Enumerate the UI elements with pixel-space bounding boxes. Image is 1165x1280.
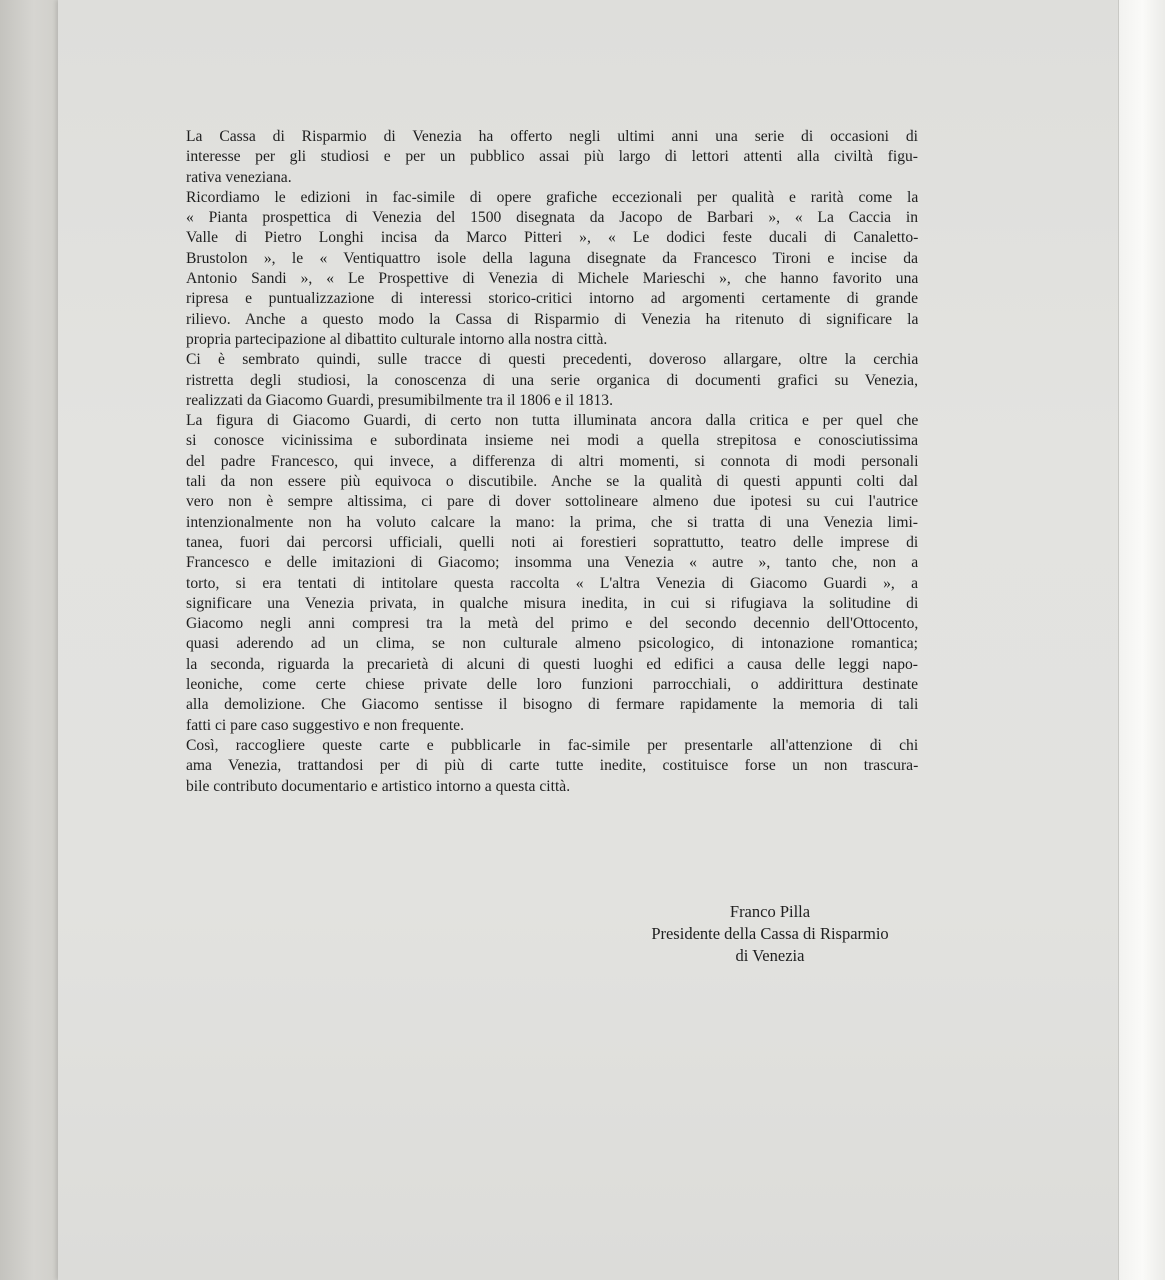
text-line: intenzionalmente non ha voluto calcare la mano: la prima, che si tratta di una Venezia limi-	[186, 513, 918, 531]
text-line: interesse per gli studiosi e per un pubblico assai più largo di lettori attenti alla civiltà figu-	[186, 148, 918, 166]
text-line: ristretta degli studiosi, la conoscenza di una serie organica di documenti grafici su Venezia,	[186, 371, 918, 389]
text-line: Francesco e delle imitazioni di Giacomo; insomma una Venezia « autre », tanto che, non a	[186, 554, 918, 572]
text-line: tanea, fuori dai percorsi ufficiali, quelli noti ai forestieri soprattutto, teatro delle imprese di	[186, 533, 918, 551]
text-line: ama Venezia, trattandosi per di più di carte tutte inedite, costituisce forse un non trascura-	[186, 757, 918, 775]
right-page-edge	[1118, 0, 1165, 1280]
paragraph-conclusion	[186, 736, 918, 797]
text-line: si conosce vicinissima e subordinata insieme nei modi a quella strepitosa e conosciutissima	[186, 432, 918, 450]
text-line: Valle di Pietro Longhi incisa da Marco Pitteri », « Le dodici feste ducali di Canaletto-	[186, 229, 918, 247]
text-line: significare una Venezia privata, in qualche misura inedita, in cui si rifugiava la solitudine di	[186, 594, 918, 612]
text-line: tali da non essere più equivoca o discutibile. Anche se la qualità di questi appunti colti dal	[186, 473, 918, 491]
paragraph-purpose	[186, 350, 918, 411]
text-line: « Pianta prospettica di Venezia del 1500 disegnata da Jacopo de Barbari », « La Caccia in	[186, 209, 918, 227]
signatory-title-city: di Venezia	[735, 946, 805, 965]
text-line: realizzati da Giacomo Guardi, presumibilmente tra il 1806 e il 1813.	[186, 391, 613, 409]
text-line: ripresa e puntualizzazione di interessi storico-critici intorno ad argomenti certamente di grande	[186, 290, 918, 308]
text-line: Così, raccogliere queste carte e pubblicarle in fac-simile per presentarle all'attenzione di chi	[186, 736, 918, 754]
text-line: leoniche, come certe chiese private delle loro funzioni parrocchiali, o addirittura destinate	[186, 676, 918, 694]
text-line: quasi aderendo ad un clima, se non culturale almeno psicologico, di intonazione romantica;	[186, 635, 918, 653]
text-line: vero non è sempre altissima, ci pare di dover sottolineare almeno due ipotesi su cui l'autrice	[186, 493, 918, 511]
text-line: la seconda, riguarda la precarietà di alcuni di questi luoghi ed edifici a causa delle leggi napo-	[186, 655, 918, 673]
text-line: alla demolizione. Che Giacomo sentisse il bisogno di fermare rapidamente la memoria di tali	[186, 696, 918, 714]
paragraph-editions	[186, 188, 918, 350]
text-line: La Cassa di Risparmio di Venezia ha offerto negli ultimi anni una serie di occasioni di	[186, 128, 918, 145]
text-line: propria partecipazione al dibattito culturale intorno alla nostra città.	[186, 330, 608, 348]
text-line: rativa veneziana.	[186, 168, 292, 186]
text-line: rilievo. Anche a questo modo la Cassa di Risparmio di Venezia ha ritenuto di significare la	[186, 310, 918, 328]
text-line: fatti ci pare caso suggestivo e non frequente.	[186, 716, 464, 734]
text-line: Antonio Sandi », « Le Prospettive di Venezia di Michele Marieschi », che hanno favorito una	[186, 270, 918, 288]
text-line: Brustolon », le « Ventiquattro isole della laguna disegnate da Francesco Tironi e incise da	[186, 249, 918, 267]
signatory-name: Franco Pilla	[729, 902, 811, 921]
text-line: del padre Francesco, qui invece, a differenza di altri momenti, si connota di modi personali	[186, 452, 918, 470]
signature-block	[600, 901, 940, 967]
text-line: La figura di Giacomo Guardi, di certo non tutta illuminata ancora dalla critica e per quel che	[186, 412, 918, 430]
left-page-edge	[0, 0, 62, 1280]
text-line: Giacomo negli anni compresi tra la metà del primo e del secondo decennio dell'Ottocento,	[186, 615, 918, 633]
text-line: Ricordiamo le edizioni in fac-simile di opere grafiche eccezionali per qualità e rarità come la	[186, 188, 918, 206]
text-line: Ci è sembrato quindi, sulle tracce di questi precedenti, doveroso allargare, oltre la cerchia	[186, 351, 918, 369]
paragraph-guardi	[186, 411, 918, 736]
paragraph-intro	[186, 127, 918, 188]
signatory-title: Presidente della Cassa di Risparmio	[651, 924, 889, 943]
text-line: torto, si era tentati di intitolare questa raccolta « L'altra Venezia di Giacomo Guardi », a	[186, 574, 918, 592]
body-text	[186, 127, 918, 797]
text-line: bile contributo documentario e artistico intorno a questa città.	[186, 777, 571, 795]
